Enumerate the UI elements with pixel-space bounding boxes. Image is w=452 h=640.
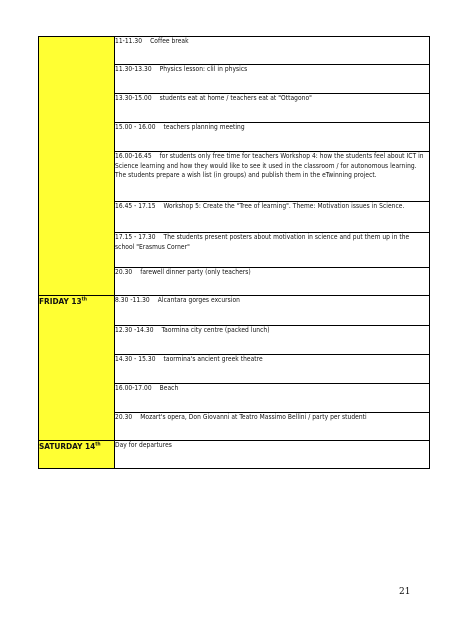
entry-text: Alcantara gorges excursion xyxy=(157,296,240,304)
entry-time: 16.00-17.00 xyxy=(115,384,152,392)
entry-text: teachers planning meeting xyxy=(163,123,245,131)
entry-time: 8.30 -11.30 xyxy=(115,296,150,304)
entry-text: The students present posters about motivation in science and put them up in the school "Erasmus Corner" xyxy=(115,233,410,251)
schedule-entry xyxy=(115,37,430,65)
schedule-entry xyxy=(115,152,430,202)
schedule-table xyxy=(38,36,430,469)
entry-time: 20.30 xyxy=(115,413,133,421)
entry-time: 20.30 xyxy=(115,268,133,276)
entry-text: students eat at home / teachers eat at "Ottagono" xyxy=(159,94,312,102)
entry-text: Beach xyxy=(159,384,179,392)
day-cell-thursday xyxy=(39,37,115,296)
entry-time: 16.00-16.45 xyxy=(115,152,152,160)
day-label: FRIDAY 13 xyxy=(39,296,82,306)
entry-text: Workshop 5: Create the "Tree of learning". Theme: Motivation issues in Science. xyxy=(163,202,405,210)
day-cell-saturday xyxy=(39,441,115,469)
entry-time: 17.15 - 17.30 xyxy=(115,233,156,241)
entry-text: Coffee break xyxy=(150,37,189,45)
entry-time: 14.30 - 15.30 xyxy=(115,355,156,363)
schedule-entry xyxy=(115,123,430,152)
page-number: 21 xyxy=(399,587,411,597)
schedule-entry xyxy=(115,202,430,233)
schedule-entry xyxy=(115,233,430,268)
day-label-suffix: th xyxy=(95,441,101,448)
day-label: SATURDAY 14 xyxy=(39,441,96,451)
schedule-entry xyxy=(115,94,430,123)
entry-text: taormina's ancient greek theatre xyxy=(163,355,263,363)
entry-text: Mozart's opera, Don Giovanni at Teatro Massimo Bellini / party per studenti xyxy=(140,413,367,421)
table-row xyxy=(39,296,430,326)
schedule-entry xyxy=(115,326,430,355)
schedule-entry xyxy=(115,413,430,441)
entry-text: Physics lesson: clil in physics xyxy=(159,65,248,73)
entry-text: Day for departures xyxy=(115,441,172,449)
schedule-entry xyxy=(115,268,430,296)
entry-text: for students only free time for teachers Workshop 4: how the students feel about ICT in Science learning and how they would like to see it used in the classroom / for autonomous learning. The students prepare a wish list (in groups) and publish them in the eTwinning project. xyxy=(115,152,424,179)
entry-time: 16.45 - 17.15 xyxy=(115,202,156,210)
day-label-suffix: th xyxy=(81,296,87,303)
schedule-entry xyxy=(115,355,430,384)
entry-time: 15.00 - 16.00 xyxy=(115,123,156,131)
entry-time: 13.30-15.00 xyxy=(115,94,152,102)
entry-text: farewell dinner party (only teachers) xyxy=(140,268,251,276)
day-cell-friday xyxy=(39,296,115,441)
entry-time: 11.30-13.30 xyxy=(115,65,152,73)
schedule-entry xyxy=(115,65,430,94)
schedule-entry xyxy=(115,441,430,469)
schedule-entry xyxy=(115,296,430,326)
table-row xyxy=(39,37,430,65)
table-row xyxy=(39,441,430,469)
entry-time: 12.30 -14.30 xyxy=(115,326,154,334)
entry-text: Taormina city centre (packed lunch) xyxy=(161,326,270,334)
schedule-entry xyxy=(115,384,430,413)
entry-time: 11-11.30 xyxy=(115,37,143,45)
